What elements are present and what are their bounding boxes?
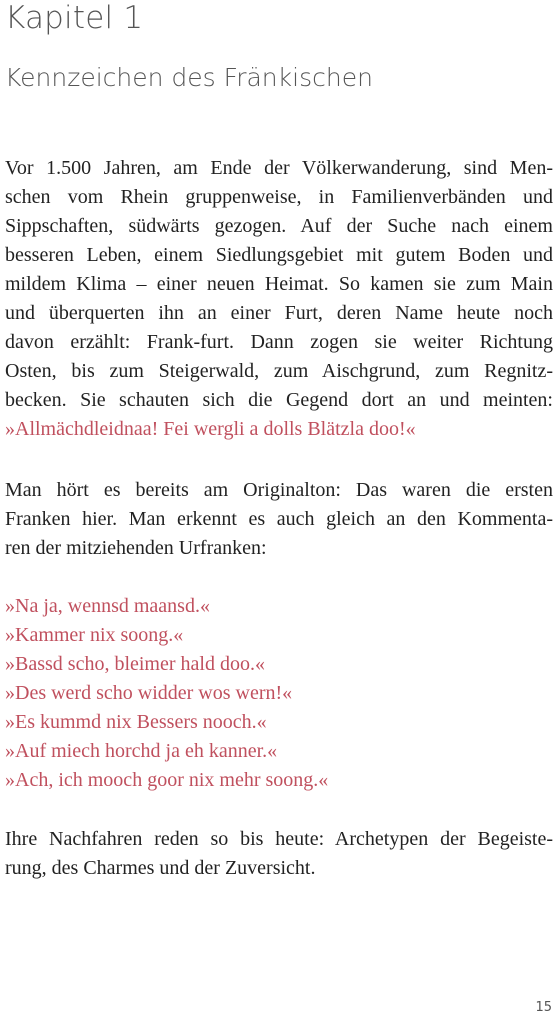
- paragraph-3: [5, 825, 553, 883]
- dialect-quote: »Bassd scho, bleimer hald doo.«: [5, 653, 265, 675]
- paragraph-line: davon erzählt: Frank-furt. Dann zogen sie weiter Richtung: [5, 331, 553, 353]
- page-number: 15: [535, 1000, 552, 1015]
- dialect-quote: »Na ja, wennsd maansd.«: [5, 595, 210, 617]
- paragraph-line: und überquerten ihn an einer Furt, deren Name heute noch: [5, 302, 553, 324]
- dialect-quote-list: [5, 592, 328, 795]
- paragraph-line: Ihre Nachfahren reden so bis heute: Archetypen der Begeiste-: [5, 828, 553, 850]
- paragraph-line: Franken hier. Man erkennt es auch gleich an den Kommenta-: [5, 508, 553, 530]
- paragraph-line: Osten, bis zum Steigerwald, zum Aischgrund, zum Regnitz-: [5, 360, 553, 382]
- opening-quote: »Allmächdleidnaa! Fei wergli a dolls Blätzla doo!«: [5, 418, 416, 440]
- dialect-quote: »Kammer nix soong.«: [5, 624, 184, 646]
- paragraph-line: becken. Sie schauten sich die Gegend dort an und meinten:: [5, 389, 553, 411]
- dialect-quote: »Es kummd nix Bessers nooch.«: [5, 711, 267, 733]
- paragraph-line: ren der mitziehenden Urfranken:: [5, 537, 267, 559]
- dialect-quote: »Auf miech horchd ja eh kanner.«: [5, 740, 278, 762]
- paragraph-1: [5, 154, 553, 444]
- paragraph-2: [5, 476, 553, 563]
- paragraph-line: Vor 1.500 Jahren, am Ende der Völkerwanderung, sind Men-: [5, 157, 553, 179]
- paragraph-line: mildem Klima – einer neuen Heimat. So kamen sie zum Main: [5, 273, 553, 295]
- chapter-subtitle: Kennzeichen des Fränkischen: [5, 63, 373, 92]
- paragraph-line: schen vom Rhein gruppenweise, in Familienverbänden und: [5, 186, 553, 208]
- chapter-title: Kapitel 1: [5, 0, 144, 36]
- dialect-quote: »Des werd scho widder wos wern!«: [5, 682, 293, 704]
- paragraph-line: Man hört es bereits am Originalton: Das waren die ersten: [5, 479, 553, 501]
- dialect-quote: »Ach, ich mooch goor nix mehr soong.«: [5, 769, 329, 791]
- paragraph-line: rung, des Charmes und der Zuversicht.: [5, 857, 316, 879]
- paragraph-line: besseren Leben, einem Siedlungsgebiet mit gutem Boden und: [5, 244, 553, 266]
- paragraph-line: Sippschaften, südwärts gezogen. Auf der Suche nach einem: [5, 215, 553, 237]
